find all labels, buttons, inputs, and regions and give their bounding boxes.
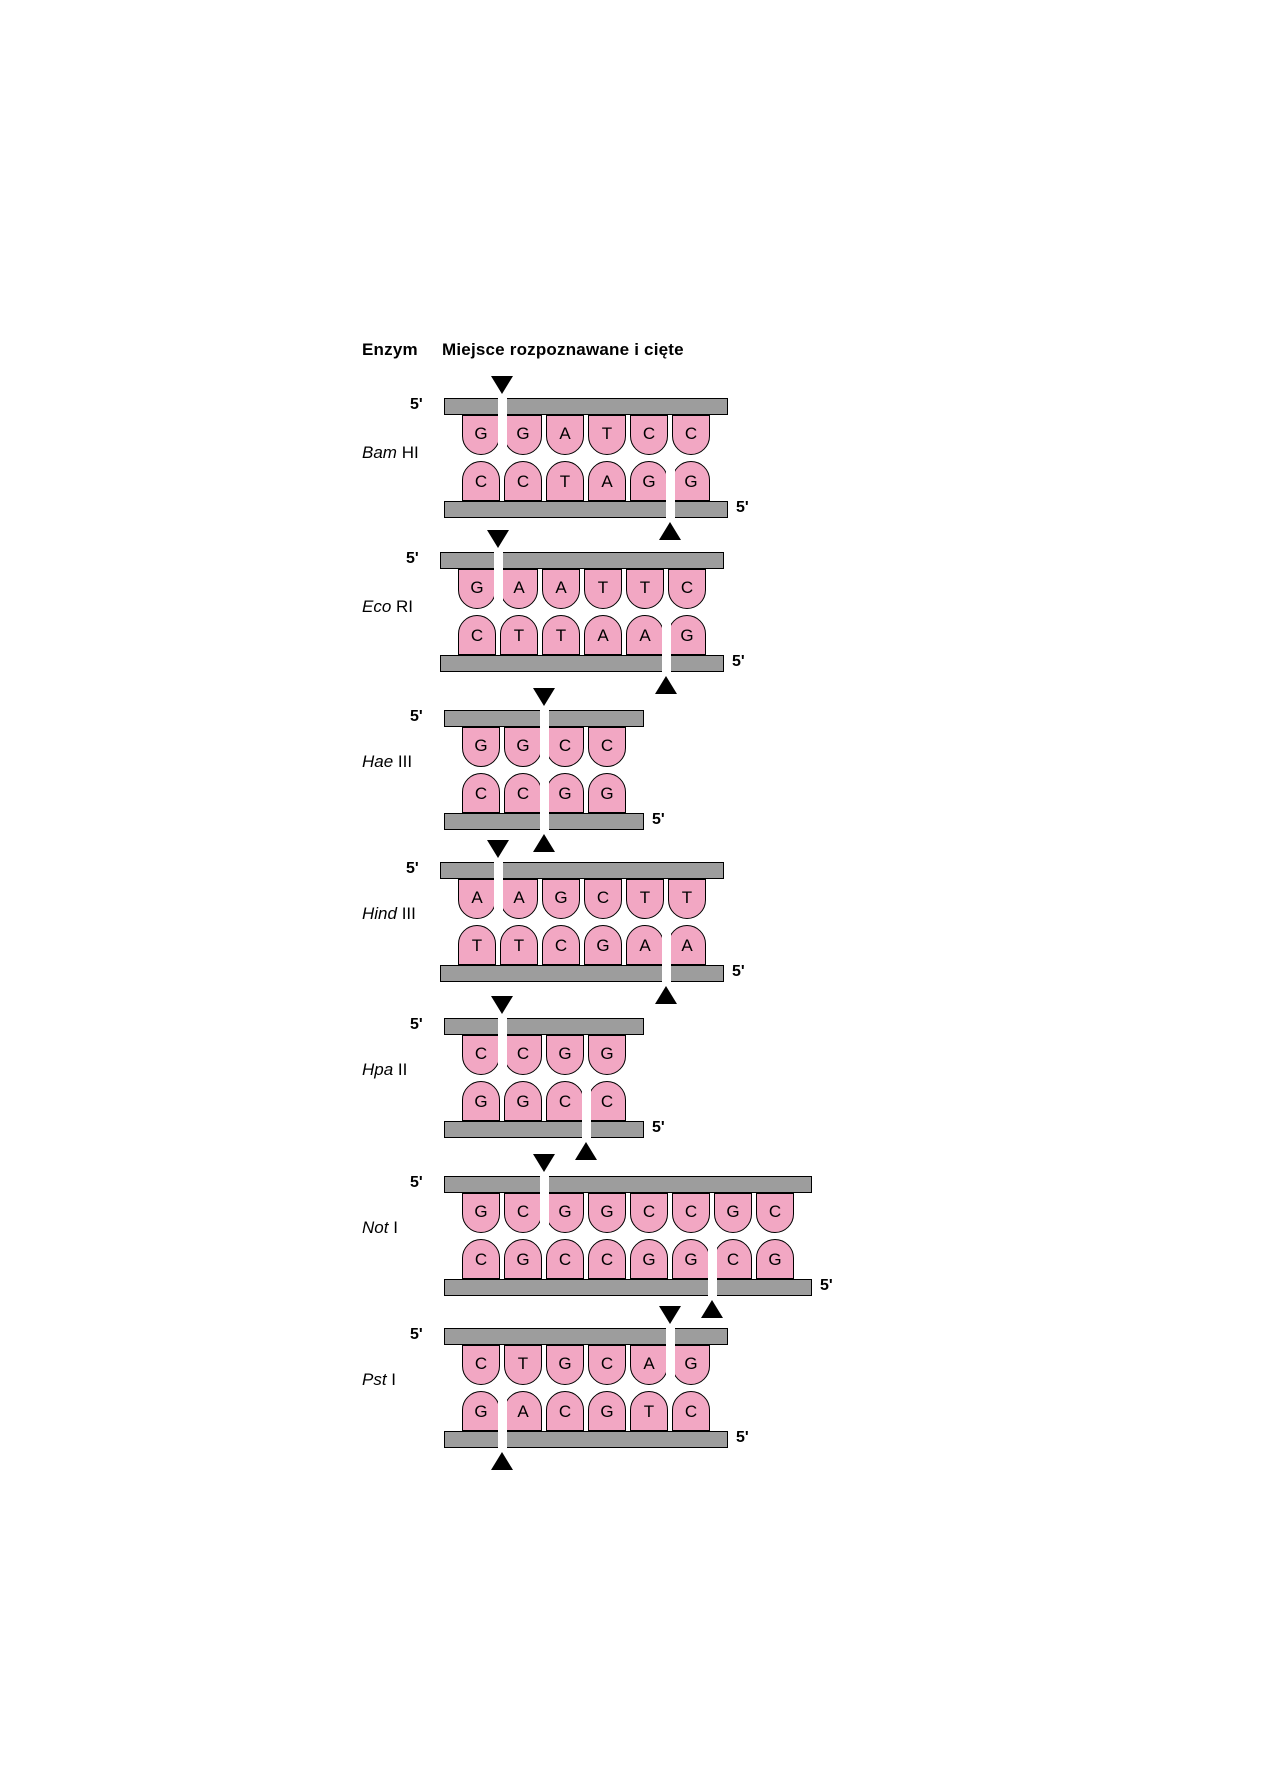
cut-arrow-top	[487, 530, 509, 548]
dna-backbone-bottom	[444, 501, 728, 518]
base-top: A	[546, 415, 584, 455]
enzyme-name-genus: Not	[362, 1218, 389, 1237]
dna-backbone-top	[444, 1328, 728, 1345]
base-bottom: A	[588, 461, 626, 501]
base-bottom: A	[584, 615, 622, 655]
base-top: G	[542, 879, 580, 919]
base-bottom: G	[672, 461, 710, 501]
base-bottom: G	[504, 1239, 542, 1279]
column-header-enzyme: Enzym	[362, 340, 418, 359]
base-top: C	[672, 415, 710, 455]
dna-backbone-bottom	[440, 965, 724, 982]
dna-backbone-top	[440, 862, 724, 879]
base-top: A	[500, 879, 538, 919]
five-prime-label-top: 5'	[410, 708, 423, 725]
enzyme-name-suffix: I	[386, 1370, 397, 1389]
base-top: A	[542, 569, 580, 609]
cut-gap-bottom-strand	[498, 1387, 507, 1449]
base-top: G	[672, 1345, 710, 1385]
cut-arrow-top	[659, 1306, 681, 1324]
base-top: C	[588, 727, 626, 767]
base-bottom: G	[756, 1239, 794, 1279]
enzyme-name	[362, 443, 419, 463]
base-top: C	[668, 569, 706, 609]
enzyme-name-genus: Hind	[362, 904, 397, 923]
five-prime-label-top: 5'	[410, 1326, 423, 1343]
enzyme-name	[362, 1218, 398, 1238]
base-bottom: G	[588, 1391, 626, 1431]
enzyme-name-suffix: HI	[396, 443, 419, 462]
five-prime-label-top: 5'	[410, 1174, 423, 1191]
base-bottom: G	[672, 1239, 710, 1279]
base-bottom: C	[462, 461, 500, 501]
base-bottom: G	[462, 1081, 500, 1121]
cut-arrow-bottom	[659, 522, 681, 540]
base-bottom: T	[630, 1391, 668, 1431]
enzyme-name	[362, 1060, 407, 1080]
base-top: G	[458, 569, 496, 609]
base-bottom: C	[542, 925, 580, 965]
enzyme-name-genus: Hpa	[362, 1060, 394, 1079]
cut-arrow-bottom	[655, 986, 677, 1004]
base-bottom: A	[668, 925, 706, 965]
cut-gap-bottom-strand	[708, 1235, 717, 1297]
base-bottom: C	[588, 1239, 626, 1279]
cut-arrow-bottom	[491, 1452, 513, 1470]
base-bottom: T	[500, 925, 538, 965]
base-top: C	[504, 1035, 542, 1075]
base-top: G	[462, 1193, 500, 1233]
dna-strand-top	[462, 1193, 794, 1233]
five-prime-label-top: 5'	[406, 860, 419, 877]
enzyme-name-genus: Bam	[362, 443, 397, 462]
enzyme-name-genus: Eco	[362, 597, 392, 616]
base-bottom: C	[462, 1239, 500, 1279]
base-top: C	[630, 1193, 668, 1233]
dna-strand-bottom	[462, 1081, 626, 1121]
dna-backbone-top	[444, 1176, 812, 1193]
base-top: C	[756, 1193, 794, 1233]
base-top: G	[462, 415, 500, 455]
enzyme-name-suffix: RI	[391, 597, 414, 616]
base-bottom: A	[626, 925, 664, 965]
cut-arrow-top	[491, 996, 513, 1014]
base-bottom: T	[546, 461, 584, 501]
base-top: G	[588, 1193, 626, 1233]
base-top: C	[462, 1345, 500, 1385]
cut-gap-top-strand	[540, 709, 549, 774]
base-bottom: A	[626, 615, 664, 655]
dna-strand-top	[462, 1035, 626, 1075]
dna-backbone-bottom	[444, 1279, 812, 1296]
five-prime-label-bottom: 5'	[732, 653, 745, 670]
dna-backbone-top	[444, 1018, 644, 1035]
enzyme-name-suffix: II	[393, 1060, 408, 1079]
base-top: C	[546, 727, 584, 767]
cut-arrow-bottom	[575, 1142, 597, 1160]
base-top: C	[630, 415, 668, 455]
base-bottom: T	[542, 615, 580, 655]
five-prime-label-top: 5'	[410, 1016, 423, 1033]
enzyme-name	[362, 597, 413, 617]
five-prime-label-bottom: 5'	[652, 811, 665, 828]
cut-gap-bottom-strand	[666, 457, 675, 519]
base-bottom: T	[458, 925, 496, 965]
base-top: T	[504, 1345, 542, 1385]
base-bottom: T	[500, 615, 538, 655]
base-bottom: C	[504, 461, 542, 501]
base-top: A	[500, 569, 538, 609]
cut-arrow-top	[533, 688, 555, 706]
base-top: T	[584, 569, 622, 609]
base-bottom: C	[458, 615, 496, 655]
column-header-site: Miejsce rozpoznawane i cięte	[442, 340, 684, 359]
cut-gap-top-strand	[540, 1175, 549, 1240]
base-bottom: C	[546, 1391, 584, 1431]
base-top: G	[504, 727, 542, 767]
enzyme-name-suffix: III	[396, 904, 416, 923]
cut-arrow-top	[491, 376, 513, 394]
five-prime-label-bottom: 5'	[732, 963, 745, 980]
base-bottom: G	[588, 773, 626, 813]
five-prime-label-top: 5'	[406, 550, 419, 567]
base-bottom: G	[546, 773, 584, 813]
cut-gap-bottom-strand	[582, 1077, 591, 1139]
enzyme-name-suffix: III	[393, 752, 413, 771]
five-prime-label-top: 5'	[410, 396, 423, 413]
cut-gap-top-strand	[498, 1017, 507, 1082]
five-prime-label-bottom: 5'	[736, 499, 749, 516]
enzyme-name	[362, 752, 412, 772]
base-top: G	[546, 1035, 584, 1075]
base-top: T	[668, 879, 706, 919]
base-bottom: G	[630, 461, 668, 501]
cut-arrow-bottom	[655, 676, 677, 694]
base-top: A	[630, 1345, 668, 1385]
cut-arrow-top	[487, 840, 509, 858]
base-bottom: C	[546, 1239, 584, 1279]
base-top: C	[588, 1345, 626, 1385]
base-top: G	[588, 1035, 626, 1075]
cut-arrow-bottom	[533, 834, 555, 852]
dna-backbone-top	[440, 552, 724, 569]
base-bottom: G	[504, 1081, 542, 1121]
cut-gap-bottom-strand	[540, 769, 549, 831]
enzyme-name	[362, 904, 416, 924]
base-top: C	[672, 1193, 710, 1233]
cut-gap-bottom-strand	[662, 921, 671, 983]
base-top: C	[462, 1035, 500, 1075]
base-bottom: G	[630, 1239, 668, 1279]
base-top: A	[458, 879, 496, 919]
base-top: G	[546, 1345, 584, 1385]
enzyme-name-genus: Pst	[362, 1370, 387, 1389]
cut-arrow-top	[533, 1154, 555, 1172]
base-bottom: A	[504, 1391, 542, 1431]
dna-backbone-top	[444, 398, 728, 415]
base-bottom: C	[672, 1391, 710, 1431]
base-top: G	[462, 727, 500, 767]
base-bottom: C	[714, 1239, 752, 1279]
base-bottom: C	[504, 773, 542, 813]
five-prime-label-bottom: 5'	[736, 1429, 749, 1446]
five-prime-label-bottom: 5'	[652, 1119, 665, 1136]
base-top: T	[626, 569, 664, 609]
cut-gap-top-strand	[494, 551, 503, 616]
dna-backbone-bottom	[444, 1121, 644, 1138]
base-top: G	[504, 415, 542, 455]
base-top: G	[714, 1193, 752, 1233]
base-bottom: C	[546, 1081, 584, 1121]
enzyme-name	[362, 1370, 396, 1390]
base-top: T	[626, 879, 664, 919]
enzyme-name-genus: Hae	[362, 752, 394, 771]
dna-strand-bottom	[462, 1239, 794, 1279]
dna-backbone-bottom	[444, 1431, 728, 1448]
base-top: G	[546, 1193, 584, 1233]
cut-arrow-bottom	[701, 1300, 723, 1318]
cut-gap-top-strand	[498, 397, 507, 462]
cut-gap-top-strand	[666, 1327, 675, 1392]
base-bottom: C	[462, 773, 500, 813]
base-bottom: G	[462, 1391, 500, 1431]
base-bottom: G	[668, 615, 706, 655]
base-top: C	[584, 879, 622, 919]
base-top: C	[504, 1193, 542, 1233]
dna-backbone-bottom	[440, 655, 724, 672]
five-prime-label-bottom: 5'	[820, 1277, 833, 1294]
base-bottom: C	[588, 1081, 626, 1121]
enzyme-name-suffix: I	[388, 1218, 398, 1237]
cut-gap-bottom-strand	[662, 611, 671, 673]
base-top: T	[588, 415, 626, 455]
cut-gap-top-strand	[494, 861, 503, 926]
base-bottom: G	[584, 925, 622, 965]
